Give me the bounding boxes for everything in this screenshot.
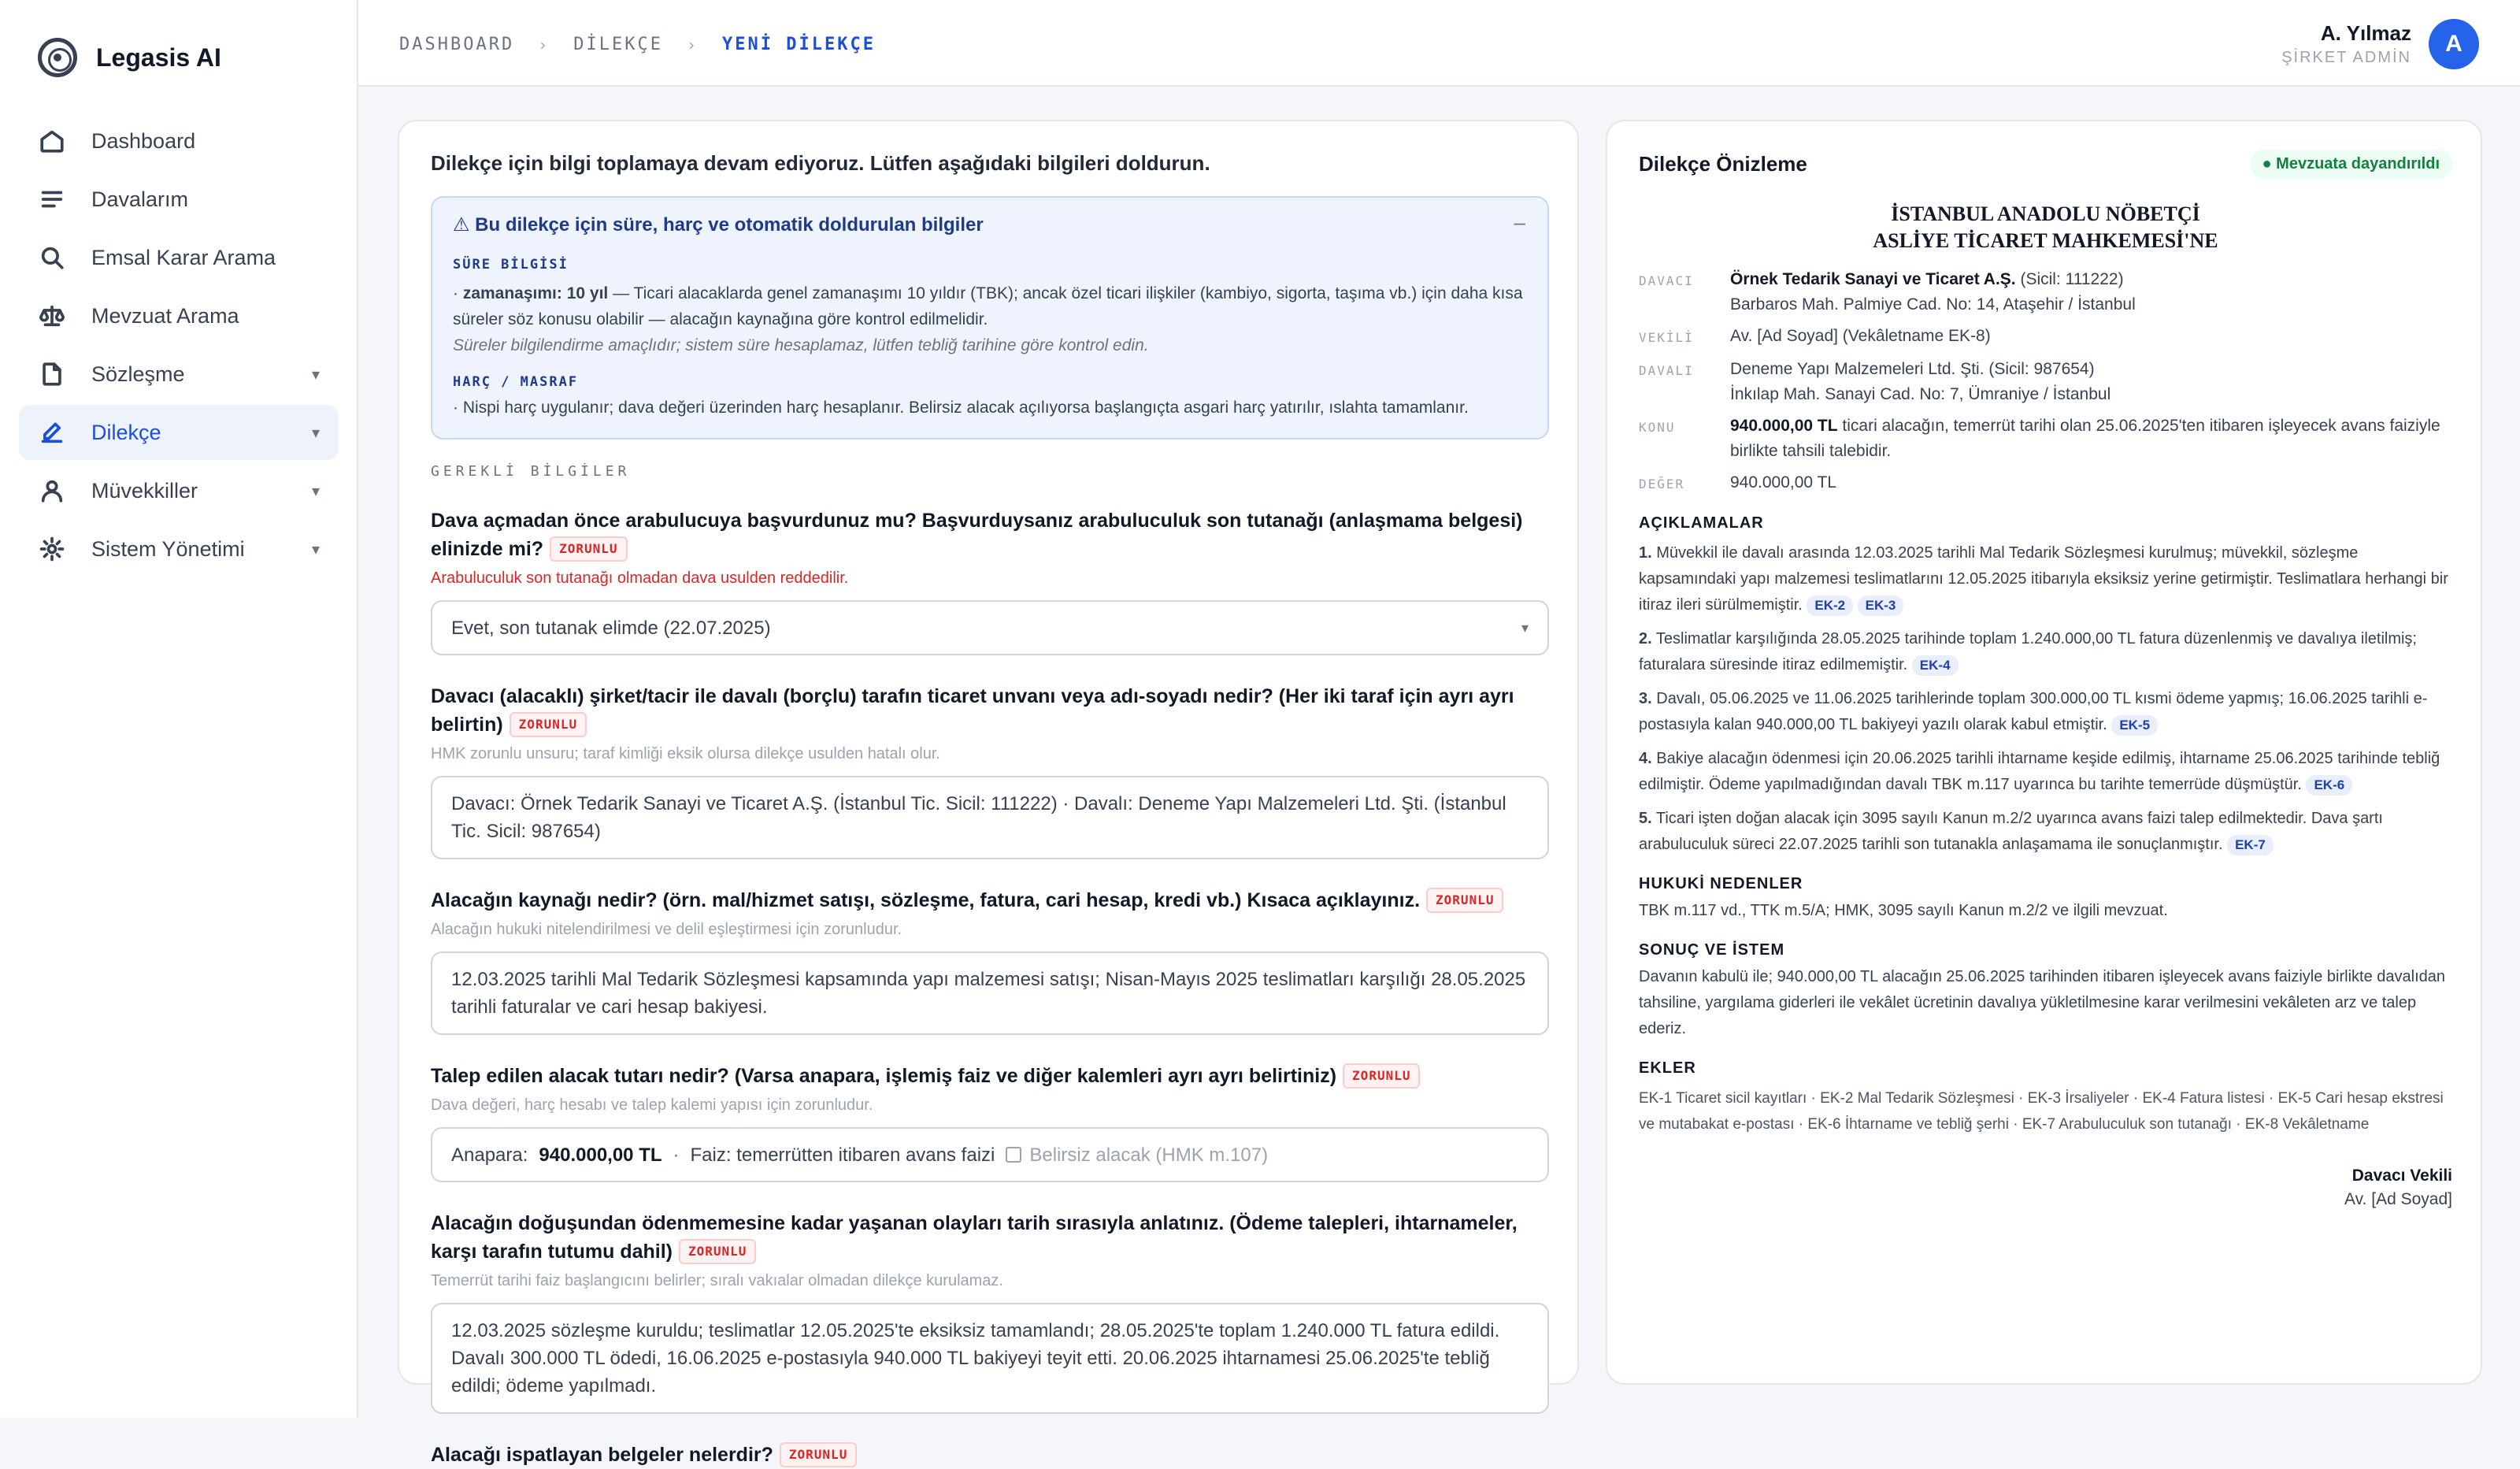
question-hint: Alacağın hukuki nitelendirilmesi ve delil eşleştirmesi için zorunludur.	[431, 921, 902, 938]
paragraph-number: 4.	[1639, 750, 1652, 767]
chevron-down-icon: ▾	[311, 424, 320, 442]
davaci-row	[1639, 267, 2452, 317]
sidebar-item-dilekce[interactable]	[19, 405, 339, 460]
sidebar-item-label: Mevzuat Arama	[91, 303, 239, 328]
anapara-label: Anapara:	[451, 1144, 528, 1166]
vekili-row	[1639, 324, 2452, 351]
davali-address: İnkılap Mah. Sanayi Cad. No: 7, Ümraniye / İstanbul	[1730, 385, 2111, 403]
petition-form	[431, 151, 1549, 1469]
ek-badge[interactable]: EK-5	[2111, 715, 2158, 736]
pen-icon	[38, 418, 66, 447]
file-icon	[38, 360, 66, 388]
signature	[1639, 1164, 2452, 1211]
ek-badge[interactable]: EK-2	[1807, 595, 1853, 616]
search-icon	[38, 243, 66, 272]
required-badge: ZORUNLU	[550, 536, 627, 562]
sidebar-item-label: Sistem Yönetimi	[91, 536, 245, 561]
question-olaylar	[431, 1209, 1549, 1414]
info-panel-title: ⚠ Bu dilekçe için süre, harç ve otomatik doldurulan bilgiler	[453, 214, 984, 236]
sidebar-item-label: Müvekkiller	[91, 478, 198, 503]
davali-row	[1639, 357, 2452, 407]
preview-header	[1639, 150, 2452, 179]
deger-value: 940.000,00 TL	[1730, 473, 1837, 492]
question-title	[431, 1209, 1549, 1266]
chevron-down-icon: ▾	[311, 365, 320, 384]
breadcrumb-separator: ›	[538, 35, 550, 54]
paragraph-number: 5.	[1639, 810, 1652, 827]
sidebar-item-sistem-yonetimi[interactable]	[19, 521, 339, 577]
petition-preview-card	[1606, 120, 2482, 1385]
sonuc-text: Davanın kabulü ile; 940.000,00 TL alacağın 25.06.2025 tarihinden itibaren işleyecek avans faiziyle birlikte davalıdan tahsiline, yargılama giderleri ile vekâlet ücretinin davalıya yükletilmesine karar verilmesini vekâleten arz ve talep ederiz.	[1639, 968, 2446, 1037]
deger-label: DEĞER	[1639, 477, 1685, 492]
top-header	[358, 0, 2520, 87]
question-hint: Temerrüt tarihi faiz başlangıcını belirler; sıralı vakıalar olmadan dilekçe kurulamaz.	[431, 1272, 1003, 1289]
breadcrumb-separator: ›	[686, 35, 699, 54]
sidebar-item-label: Davalarım	[91, 187, 189, 211]
question-hint: HMK zorunlu unsuru; taraf kimliği eksik olursa dilekçe usulden hatalı olur.	[431, 745, 940, 762]
question-hint: Dava değeri, harç hesabı ve talep kalemi yapısı için zorunludur.	[431, 1096, 873, 1114]
question-text: Davacı (alacaklı) şirket/tacir ile davalı (borçlu) tarafın ticaret unvanı veya adı-soyadı nedir? (Her iki taraf için ayrı ayrı belirtin)	[431, 685, 1514, 736]
sure-heading: SÜRE BİLGİSİ	[453, 257, 569, 273]
checkbox-icon	[1006, 1147, 1021, 1163]
davali-label: DAVALI	[1639, 363, 1694, 378]
paragraph-5	[1639, 806, 2452, 858]
breadcrumb-current: YENİ DİLEKÇE	[722, 35, 876, 54]
paragraph-text: Ticari işten doğan alacak için 3095 sayılı Kanun m.2/2 uyarınca avans faizi talep edilmektedir. Dava şartı arabuluculuk süreci 22.07.2025 tarihli son tutanakla anlaşamama ile sonuçlanmıştır.	[1639, 810, 2383, 853]
paragraph-1	[1639, 540, 2452, 618]
question-text: Alacağın doğuşundan ödenmemesine kadar yaşanan olayları tarih sırasıyla anlatınız. (Ödeme talepleri, ihtarnameler, karşı tarafın tutumu dahil)	[431, 1212, 1518, 1263]
breadcrumb	[399, 35, 876, 54]
checkbox-label: Belirsiz alacak (HMK m.107)	[1029, 1144, 1269, 1166]
sure-bullet: ·	[453, 284, 463, 302]
app-name: Legasis AI	[96, 43, 221, 72]
davali-value	[1730, 357, 2452, 407]
form-intro: Dilekçe için bilgi toplamaya devam ediyoruz. Lütfen aşağıdaki bilgileri doldurun.	[431, 151, 1210, 175]
question-text: Dava açmadan önce arabulucuya başvurdunuz mu? Başvurduysanız arabuluculuk son tutanağı (anlaşmama belgesi) elinizde mi?	[431, 510, 1523, 560]
required-badge: ZORUNLU	[1426, 888, 1503, 913]
question-text: Alacağı ispatlayan belgeler nelerdir?	[431, 1444, 773, 1466]
sidebar-nav	[19, 113, 339, 580]
konu-row	[1639, 414, 2452, 464]
sidebar-item-emsal-karar[interactable]	[19, 230, 339, 285]
paragraph-2	[1639, 626, 2452, 678]
davaci-label: DAVACI	[1639, 273, 1694, 288]
user-name: A. Yılmaz	[2320, 21, 2411, 45]
anapara-value: 940.000,00 TL	[539, 1144, 662, 1166]
davaci-address: Barbaros Mah. Palmiye Cad. No: 14, Ataşehir / İstanbul	[1730, 295, 2136, 313]
required-badge: ZORUNLU	[780, 1442, 857, 1467]
ek-badge[interactable]: EK-3	[1858, 595, 1904, 616]
sidebar	[0, 0, 358, 1418]
gear-icon	[38, 535, 66, 563]
konu-text: ticari alacağın, temerrüt tarihi olan 25.06.2025'ten itibaren işleyecek avans faiziyle birlikte tahsili talebidir.	[1730, 417, 2440, 460]
signature-role: Davacı Vekili	[2351, 1167, 2452, 1185]
chevron-down-icon: ▾	[1521, 619, 1529, 636]
paragraph-number: 1.	[1639, 544, 1652, 562]
question-alacak-kaynagi	[431, 886, 1549, 1035]
question-arabuluculuk	[431, 506, 1549, 655]
required-badge: ZORUNLU	[679, 1239, 756, 1264]
paragraph-text: Bakiye alacağın ödenmesi için 20.06.2025 tarihli ihtarname keşide edilmiş, ihtarname 25.06.2025 tarihinde tebliğ edilmiştir. Ödeme yapılmadığından davalı TBK m.117 uyarınca bu tarihte temerrüde düşmüştür.	[1639, 750, 2440, 793]
question-hint: Arabuluculuk son tutanağı olmadan dava usulden reddedilir.	[431, 569, 849, 587]
section-label: GEREKLİ BİLGİLER	[431, 463, 631, 480]
separator: ·	[673, 1144, 680, 1166]
paragraph-number: 2.	[1639, 630, 1652, 647]
davaci-value	[1730, 267, 2452, 317]
info-panel	[431, 196, 1549, 440]
chevron-down-icon: ▾	[311, 482, 320, 500]
sure-bold: zamanaşımı: 10 yıl	[462, 284, 609, 302]
petition-preview	[1639, 150, 2452, 1211]
alacak-tutari-field[interactable]	[431, 1127, 1549, 1182]
sonuc-heading: SONUÇ VE İSTEM	[1639, 941, 1785, 959]
sidebar-item-label: Sözleşme	[91, 362, 185, 386]
alacak-kaynagi-textarea[interactable]: 12.03.2025 tarihli Mal Tedarik Sözleşmesi kapsamında yapı malzemesi satışı; Nisan-Mayıs 2025 teslimatları karşılığı 28.05.2025 tarihli faturalar ve cari hesap bakiyesi.	[431, 952, 1549, 1035]
breadcrumb-dashboard[interactable]: DASHBOARD	[399, 35, 515, 54]
scale-icon	[38, 302, 66, 330]
olaylar-textarea[interactable]: 12.03.2025 sözleşme kuruldu; teslimatlar 12.05.2025'te eksiksiz tamamlandı; 28.05.2025'te toplam 1.240.000 TL fatura edildi. Davalı 300.000 TL ödedi, 16.06.2025 e-postasıyla 940.000 TL bakiyeyi teyit etti. 20.06.2025 ihtarnamesi 25.06.2025'te tebliğ edildi; ödeme yapılmadı.	[431, 1303, 1549, 1414]
logo-icon	[38, 38, 77, 77]
question-taraflar	[431, 682, 1549, 859]
deger-row	[1639, 470, 2452, 497]
paragraph-number: 3.	[1639, 690, 1652, 707]
davali-name: Deneme Yapı Malzemeleri Ltd. Şti. (Sicil: 987654)	[1730, 360, 2095, 378]
sidebar-item-muvekkiller[interactable]	[19, 463, 339, 518]
belirsiz-alacak-checkbox[interactable]	[1006, 1141, 1268, 1169]
sidebar-item-label: Dashboard	[91, 128, 196, 153]
paragraph-4	[1639, 746, 2452, 798]
signature-name: Av. [Ad Soyad]	[2344, 1190, 2452, 1208]
faiz-text: Faiz: temerrütten itibaren avans faizi	[690, 1144, 995, 1166]
status-badge: ● Mevzuata dayandırıldı	[2250, 150, 2452, 179]
preview-title: Dilekçe Önizleme	[1639, 152, 1807, 176]
aciklamalar-heading: AÇIKLAMALAR	[1639, 514, 1764, 532]
court-heading	[1639, 201, 2452, 254]
question-title	[431, 1441, 1549, 1469]
taraflar-textarea[interactable]: Davacı: Örnek Tedarik Sanayi ve Ticaret A.Ş. (İstanbul Tic. Sicil: 111222) · Davalı: Deneme Yapı Malzemeleri Ltd. Şti. (İstanbul Tic. Sicil: 987654)	[431, 776, 1549, 859]
list-icon	[38, 185, 66, 213]
court-line-1: İSTANBUL ANADOLU NÖBETÇİ	[1891, 202, 2200, 225]
paragraph-text: Davalı, 05.06.2025 ve 11.06.2025 tarihlerinde toplam 300.000,00 TL kısmi ödeme yapmış; 16.06.2025 tarihli e-postasıyla kalan 940.000,00 TL bakiyeyi yazılı olarak kabul etmiştir.	[1639, 690, 2428, 733]
question-title	[431, 1062, 1549, 1090]
petition-form-card	[398, 120, 1579, 1466]
konu-label: KONU	[1639, 420, 1676, 435]
sidebar-item-dashboard[interactable]	[19, 113, 339, 169]
davaci-sicil: (Sicil: 111222)	[2015, 270, 2124, 288]
sidebar-item-davalarim[interactable]	[19, 172, 339, 227]
user-icon	[38, 477, 66, 505]
hukuki-nedenler-heading: HUKUKİ NEDENLER	[1639, 875, 1803, 892]
hukuki-nedenler-text: TBK m.117 vd., TTK m.5/A; HMK, 3095 sayılı Kanun m.2/2 ve ilgili mevzuat.	[1639, 902, 2168, 919]
question-title	[431, 886, 1549, 914]
sidebar-item-label: Dilekçe	[91, 420, 161, 444]
required-badge: ZORUNLU	[510, 712, 587, 737]
ek-badge[interactable]: EK-7	[2227, 835, 2274, 855]
sidebar-item-label: Emsal Karar Arama	[91, 245, 276, 269]
user-role: ŞİRKET ADMİN	[2281, 49, 2411, 66]
breadcrumb-dilekce[interactable]: DİLEKÇE	[573, 35, 663, 54]
davaci-name: Örnek Tedarik Sanayi ve Ticaret A.Ş.	[1730, 270, 2016, 288]
ek-badge[interactable]: EK-4	[1912, 655, 1959, 676]
paragraph-text: Teslimatlar karşılığında 28.05.2025 tarihinde toplam 1.240.000,00 TL fatura düzenlenmiş ve davalıya iletilmiş; faturalara süresinde itiraz edilmemiştir.	[1639, 630, 2417, 673]
question-title	[431, 506, 1549, 563]
sidebar-item-sozlesme[interactable]	[19, 347, 339, 402]
required-badge: ZORUNLU	[1343, 1063, 1420, 1089]
harc-text: · Nispi harç uygulanır; dava değeri üzerinden harç hesaplanır. Belirsiz alacak açılıyorsa başlangıçta asgari harç yatırılır, ıslahta tamamlanır.	[453, 399, 1469, 417]
sidebar-item-mevzuat[interactable]	[19, 288, 339, 343]
paragraph-text: Müvekkil ile davalı arasında 12.03.2025 tarihli Mal Tedarik Sözleşmesi kurulmuş; müvekkil, sözleşme kapsamındaki yapı malzemesi teslimatlarını 12.05.2025 itibarıyla eksiksiz yerine getirmiştir. Teslimatlara herhangi bir itiraz ileri sürülmemiştir.	[1639, 544, 2448, 614]
ek-badge[interactable]: EK-6	[2306, 775, 2352, 796]
select-value: Evet, son tutanak elimde (22.07.2025)	[451, 617, 771, 639]
brand[interactable]	[38, 38, 221, 77]
question-belgeler	[431, 1441, 1549, 1469]
sure-text	[453, 280, 1527, 332]
ekler-text: EK-1 Ticaret sicil kayıtları · EK-2 Mal Tedarik Sözleşmesi · EK-3 İrsaliyeler · EK-4 Fatura listesi · EK-5 Cari hesap ekstresi ve mutabakat e-postası · EK-6 İhtarname ve tebliğ şerhi · EK-7 Arabuluculuk son tutanağı · EK-8 Vekâletname	[1639, 1090, 2444, 1133]
question-text: Talep edilen alacak tutarı nedir? (Varsa anapara, işlemiş faiz ve diğer kalemleri ayrı ayrı belirtiniz)	[431, 1065, 1337, 1087]
home-icon	[38, 127, 66, 155]
question-text: Alacağın kaynağı nedir? (örn. mal/hizmet satışı, sözleşme, fatura, cari hesap, kredi vb.) Kısaca açıklayınız.	[431, 889, 1421, 911]
vekili-label: VEKİLİ	[1639, 330, 1694, 345]
chevron-down-icon: ▾	[311, 540, 320, 558]
vekili-value: Av. [Ad Soyad] (Vekâletname EK-8)	[1730, 327, 1991, 345]
sure-detail: — Ticari alacaklarda genel zamanaşımı 10 yıldır (TBK); ancak özel ticari ilişkiler (kambiyo, sigorta, taşıma vb.) için daha kısa süreler söz konusu olabilir — alacağın kaynağına göre kontrol edilmelidir.	[453, 284, 1523, 328]
sure-note: Süreler bilgilendirme amaçlıdır; sistem süre hesaplamaz, lütfen tebliğ tarihine göre kontrol edin.	[453, 336, 1149, 354]
ekler-heading: EKLER	[1639, 1059, 1696, 1077]
konu-amount: 940.000,00 TL	[1730, 417, 1838, 435]
question-title	[431, 682, 1549, 739]
arabuluculuk-select[interactable]	[431, 600, 1549, 655]
question-alacak-tutari	[431, 1062, 1549, 1182]
avatar[interactable]: A	[2429, 19, 2479, 69]
user-menu[interactable]	[2281, 19, 2479, 69]
konu-value	[1730, 414, 2452, 464]
collapse-button[interactable]: –	[1514, 210, 1525, 234]
user-info	[2281, 21, 2411, 67]
harc-heading: HARÇ / MASRAF	[453, 374, 579, 390]
paragraph-3	[1639, 686, 2452, 738]
court-line-2: ASLİYE TİCARET MAHKEMESİ'NE	[1873, 229, 2218, 252]
